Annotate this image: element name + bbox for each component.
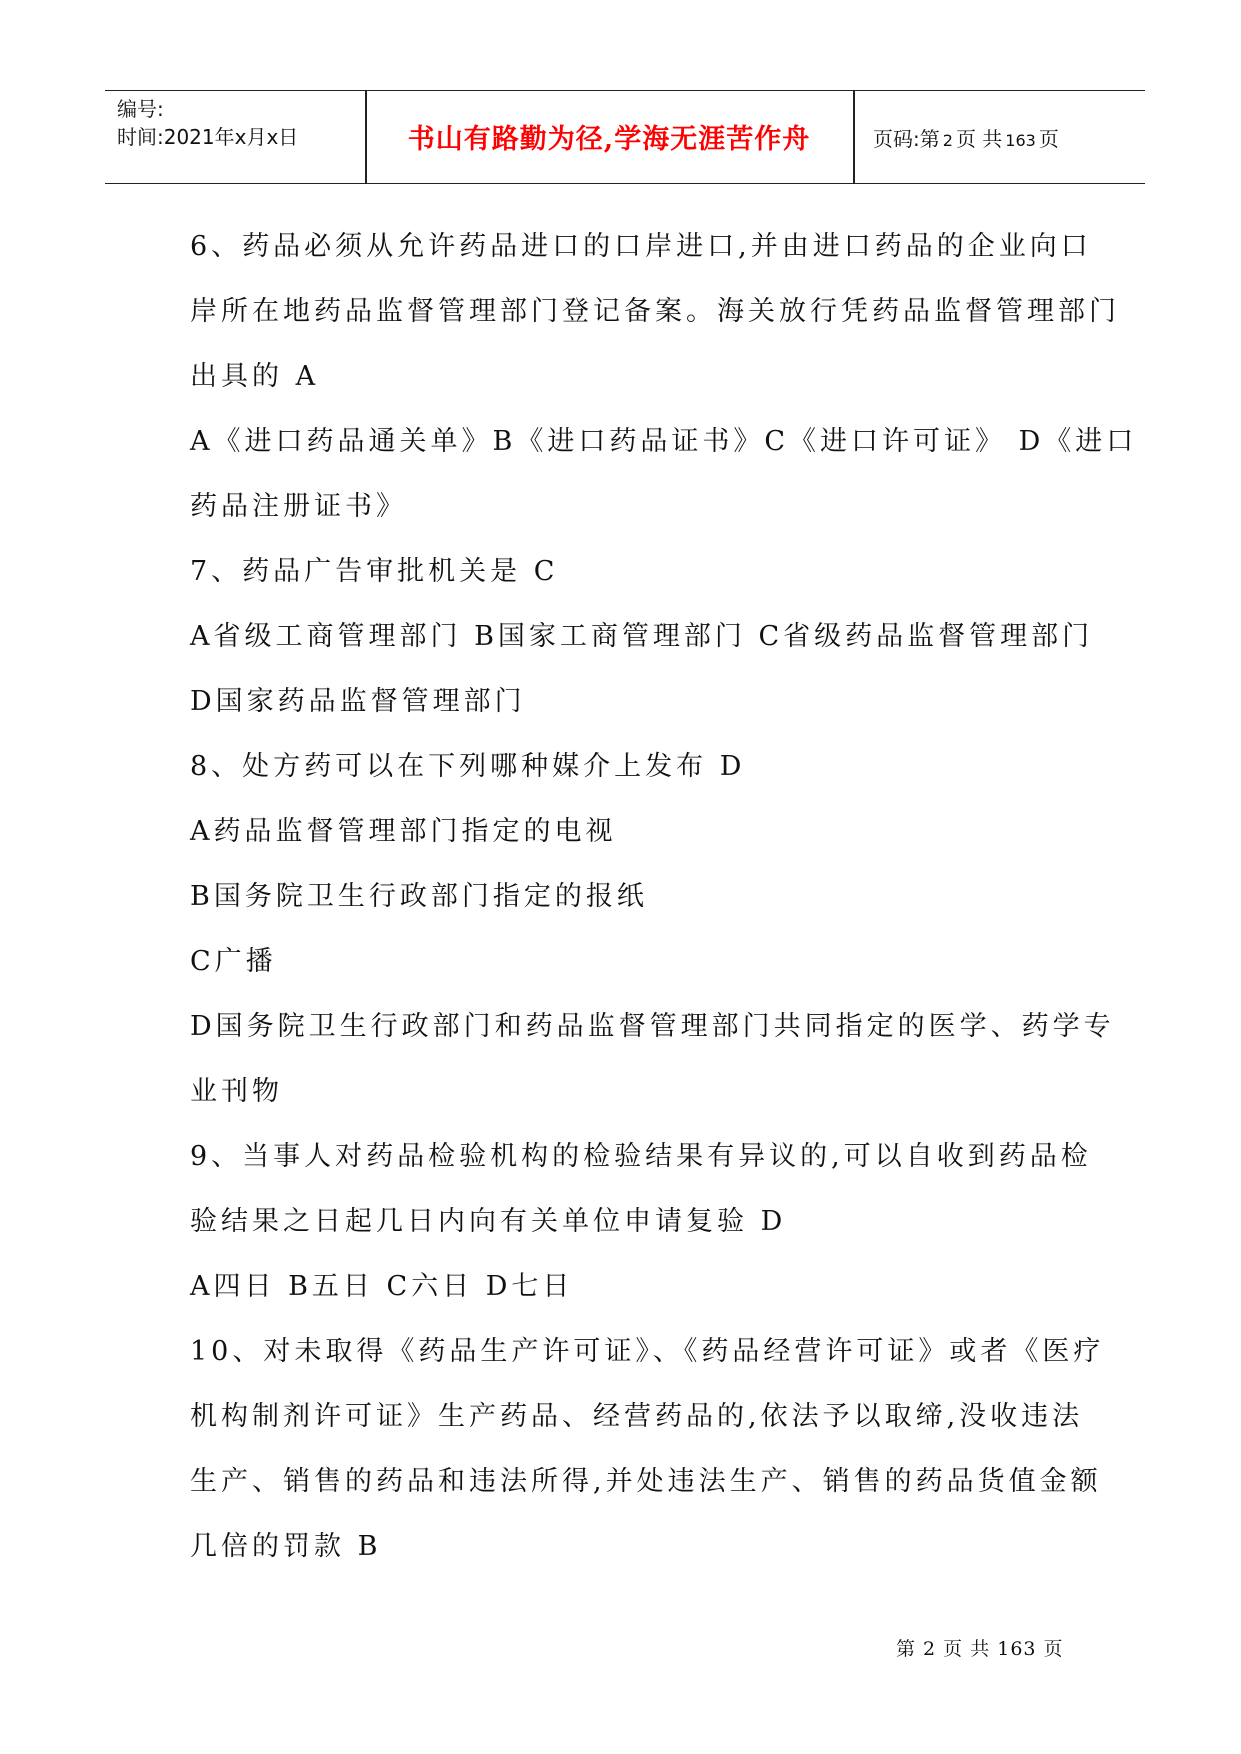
text-line: 生产、销售的药品和违法所得,并处违法生产、销售的药品货值金额 (190, 1466, 1102, 1497)
document-body (190, 214, 1138, 1579)
text-line: A药品监督管理部门指定的电视 (190, 816, 617, 847)
text-line: 10、对未取得《药品生产许可证》、《药品经营许可证》或者《医疗 (190, 1336, 1105, 1367)
header-motto: 书山有路勤为径,学海无涯苦作舟 (407, 124, 811, 155)
text-line: A《进口药品通关单》B《进口药品证书》C《进口许可证》 D《进口 (190, 426, 1138, 457)
text-line: C广播 (190, 946, 277, 977)
header-meta (117, 95, 298, 151)
text-line: 7、药品广告审批机关是 C (190, 556, 559, 587)
page-mid: 页 共 (955, 127, 1003, 151)
header-page-info (873, 123, 1059, 152)
page-footer: 第 2 页 共 163 页 (896, 1638, 1064, 1660)
text-line: D国家药品监督管理部门 (190, 686, 526, 717)
page-header (105, 90, 1145, 184)
text-line: A四日 B五日 C六日 D七日 (190, 1271, 574, 1302)
page-current: 2 (942, 131, 953, 150)
page-total: 163 (1005, 131, 1036, 150)
text-line: D国务院卫生行政部门和药品监督管理部门共同指定的医学、药学专 (190, 1011, 1115, 1042)
page-prefix: 页码:第 (873, 127, 940, 151)
text-line: 几倍的罚款 B (190, 1531, 382, 1562)
text-line: 8、处方药可以在下列哪种媒介上发布 D (190, 751, 746, 782)
time-label: 时间:2021年x月x日 (117, 125, 299, 149)
text-line: A省级工商管理部门 B国家工商管理部门 C省级药品监督管理部门 (190, 621, 1094, 652)
text-line: 机构制剂许可证》生产药品、经营药品的,依法予以取缔,没收违法 (190, 1401, 1084, 1432)
number-label: 编号: (117, 97, 164, 121)
text-line: 出具的 A (190, 361, 320, 392)
text-line: 验结果之日起几日内向有关单位申请复验 D (190, 1206, 787, 1237)
text-line: 9、当事人对药品检验机构的检验结果有异议的,可以自收到药品检 (190, 1141, 1092, 1172)
text-line: B国务院卫生行政部门指定的报纸 (190, 881, 648, 912)
text-line: 6、药品必须从允许药品进口的口岸进口,并由进口药品的企业向口 (190, 231, 1092, 262)
text-line: 业刊物 (190, 1076, 283, 1107)
header-divider (853, 91, 855, 183)
page-suffix: 页 (1038, 127, 1059, 151)
text-line: 岸所在地药品监督管理部门登记备案。海关放行凭药品监督管理部门 (190, 296, 1120, 327)
text-line: 药品注册证书》 (190, 491, 407, 522)
